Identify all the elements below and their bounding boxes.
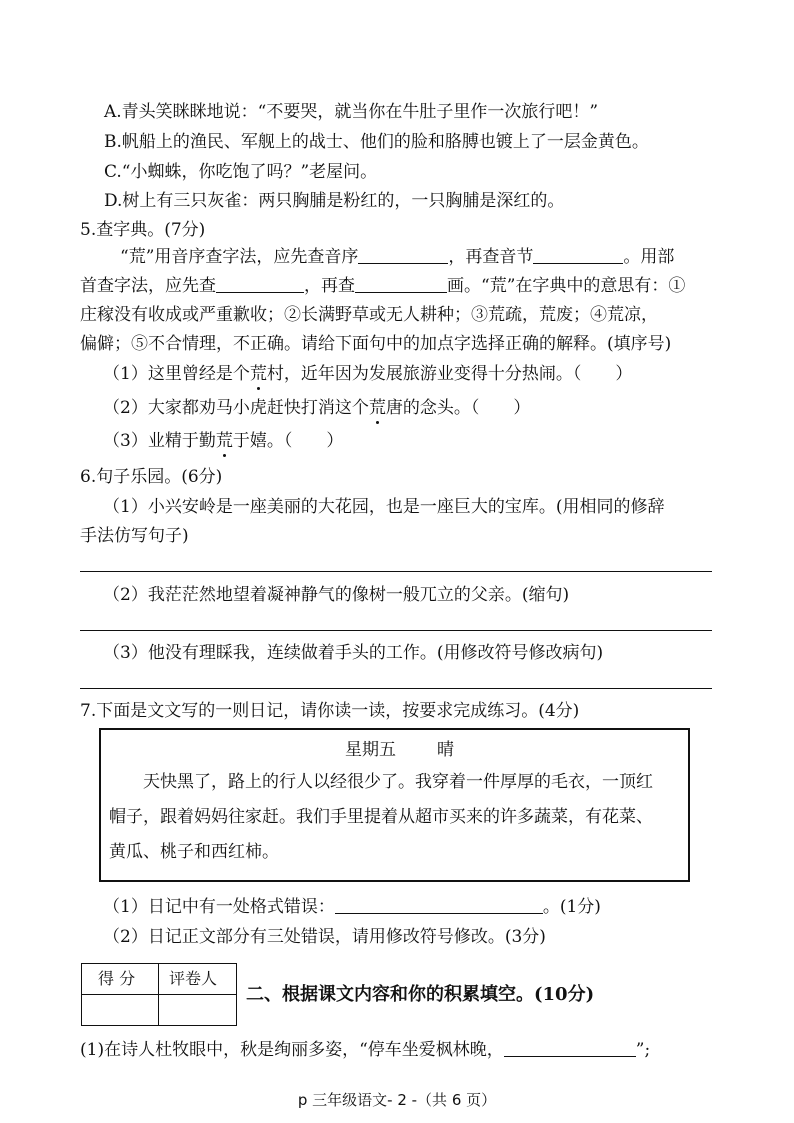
diary-line-3: 黄瓜、桃子和西红柿。 — [109, 842, 279, 862]
q7-blank-format-error[interactable] — [335, 897, 543, 914]
q4-option-d: D.树上有三只灰雀：两只胸脯是粉红的，一只胸脯是深红的。 — [104, 191, 565, 211]
grader-label: 评卷人 — [169, 969, 218, 988]
q5-s1-pre: （1）这里曾经是个 — [103, 364, 250, 384]
q5-line2 — [80, 274, 685, 298]
section2-q1-post: ”; — [635, 1040, 651, 1060]
diary-weather: 晴 — [437, 740, 454, 760]
score-input-cell[interactable] — [82, 995, 157, 1025]
q5-line2-text-c: 画。“荒”在字典中的意思有：① — [447, 276, 686, 296]
q6-answer-line-3[interactable] — [80, 688, 712, 689]
q5-sentence-1 — [103, 362, 632, 386]
q6-sentence-2: （2）我茫茫然地望着凝神静气的像树一般兀立的父亲。(缩句) — [103, 585, 570, 605]
q5-s2-pre: （2）大家都劝马小虎赶快打消这个 — [103, 398, 369, 418]
q7-sentence-2: （2）日记正文部分有三处错误，请用修改符号修改。(3分) — [103, 927, 546, 947]
q5-title: 5.查字典。(7分) — [80, 220, 206, 240]
q4-option-a: A.青头笑眯眯地说：“不要哭，就当你在牛肚子里作一次旅行吧！” — [104, 102, 599, 122]
section2-q1 — [80, 1038, 650, 1062]
q5-s1-post: 村，近年因为发展旅游业变得十分热闹。（ ） — [266, 364, 633, 384]
q7-sentence-1 — [103, 895, 601, 919]
q5-line1 — [120, 245, 674, 269]
q7-s1-post: 。(1分) — [542, 897, 601, 917]
grader-input-cell[interactable] — [159, 995, 236, 1025]
diary-line-1: 天快黑了，路上的行人以经很少了。我穿着一件厚厚的毛衣，一顶红 — [143, 772, 653, 792]
q5-sentence-2 — [103, 396, 530, 420]
q5-s3-post: 于嬉。（ ） — [232, 431, 344, 451]
q5-line3: 庄稼没有收成或严重歉收；②长满野草或无人耕种；③荒疏，荒废；④荒凉， — [80, 305, 658, 325]
section2-q1-blank[interactable] — [504, 1040, 636, 1057]
q5-s1-dotted-char: 荒 — [249, 364, 267, 384]
page-footer: p 三年级语文- 2 -（共 6 页） — [297, 1091, 497, 1109]
q5-line1-text-b: ，再查音节 — [448, 247, 534, 267]
q6-answer-line-2[interactable] — [80, 630, 712, 631]
diary-day: 星期五 — [345, 740, 396, 760]
q5-s2-dotted-char: 荒 — [368, 398, 386, 418]
q5-blank-yinjie[interactable] — [533, 247, 623, 264]
q5-blank-bushou[interactable] — [216, 276, 304, 293]
score-label: 得 分 — [98, 969, 136, 988]
section2-title: 二、根据课文内容和你的积累填空。(10分) — [246, 984, 595, 1005]
q5-line1-text-c: 。用部 — [623, 247, 675, 267]
q6-title: 6.句子乐园。(6分) — [80, 467, 223, 487]
q5-s3-dotted-char: 荒 — [215, 431, 233, 451]
diary-box — [99, 728, 690, 882]
q7-title: 7.下面是文文写的一则日记，请你读一读，按要求完成练习。(4分) — [80, 701, 580, 721]
q5-sentence-3 — [103, 429, 343, 453]
q6-sentence-1b: 手法仿写句子) — [80, 526, 189, 546]
q4-option-b: B.帆船上的渔民、军舰上的战士、他们的脸和胳膊也镀上了一层金黄色。 — [104, 132, 649, 152]
q6-answer-line-1[interactable] — [80, 571, 712, 572]
q6-sentence-1a: （1）小兴安岭是一座美丽的大花园，也是一座巨大的宝库。(用相同的修辞 — [103, 497, 665, 517]
score-table — [81, 963, 237, 1026]
q5-s2-post: 唐的念头。（ ） — [385, 398, 531, 418]
q5-blank-bihua[interactable] — [355, 276, 447, 293]
q5-blank-yinxu[interactable] — [358, 247, 448, 264]
diary-line-2: 帽子，跟着妈妈往家赶。我们手里提着从超市买来的许多蔬菜，有花菜、 — [109, 807, 653, 827]
q5-line1-text-a: “荒”用音序查字法，应先查音序 — [120, 247, 359, 267]
q6-sentence-3: （3）他没有理睬我，连续做着手头的工作。(用修改符号修改病句) — [103, 643, 604, 663]
q4-option-c: C.“小蜘蛛，你吃饱了吗？”老屋问。 — [104, 162, 378, 182]
q5-s3-pre: （3）业精于勤 — [103, 431, 216, 451]
q5-line2-text-a: 首查字法，应先查 — [80, 276, 216, 296]
q7-s1-pre: （1）日记中有一处格式错误： — [103, 897, 335, 917]
q5-line4: 偏僻；⑤不合情理，不正确。请给下面句中的加点字选择正确的解释。(填序号) — [80, 334, 672, 354]
section2-q1-pre: (1)在诗人杜牧眼中，秋是绚丽多姿，“停车坐爱枫林晚， — [80, 1040, 504, 1060]
q5-line2-text-b: ，再查 — [304, 276, 355, 296]
